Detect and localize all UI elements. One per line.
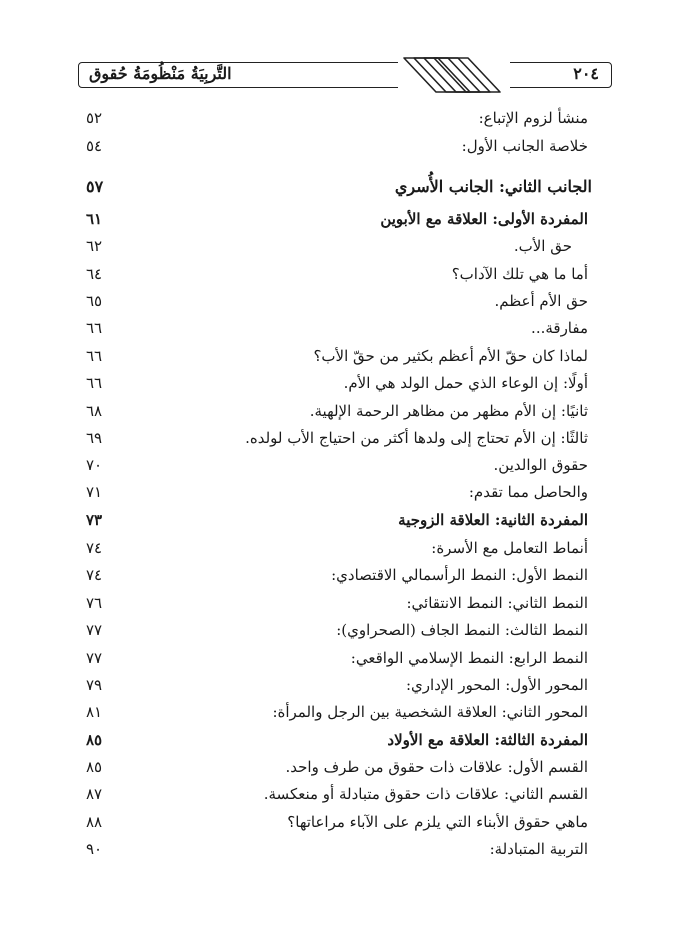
toc-entry-title: ماهي حقوق الأبناء التي يلزم على الآباء مراعاتها؟ [287,813,588,831]
toc-entry [0,369,700,397]
toc-entry [0,726,700,754]
toc-entry-page: ٨٧ [86,785,103,803]
toc-entry [0,173,700,201]
toc-entry [0,835,700,863]
toc-entry-title: التربية المتبادلة: [489,840,588,858]
toc-entry-page: ٧٠ [86,456,103,474]
toc-entry [0,314,700,342]
toc-entry-page: ٦٦ [86,374,103,392]
toc-entry-page: ٦٩ [86,429,103,447]
toc-entry [0,561,700,589]
page-number: ٢٠٤ [573,64,599,83]
toc-entry [0,780,700,808]
toc-entry [0,397,700,425]
toc-entry-title: أولًا: إن الوعاء الذي حمل الولد هي الأم. [343,374,588,392]
toc-entry [0,451,700,479]
toc-entry-page: ٨٥ [86,758,103,776]
toc-entry [0,260,700,288]
toc-entry [0,342,700,370]
toc-entry [0,589,700,617]
toc-entry-page: ٦٤ [86,265,103,283]
toc-entry-title: الجانب الثاني: الجانب الأُسري [394,177,592,196]
toc-entry-page: ٦٢ [86,237,103,255]
toc-entry-page: ٧٤ [86,539,103,557]
toc-entry-title: المحور الثاني: العلاقة الشخصية بين الرجل والمرأة: [272,703,588,721]
toc-entry-page: ٧٣ [86,511,103,529]
toc-entry-page: ٧٤ [86,566,103,584]
toc-entry [0,424,700,452]
toc-entry [0,644,700,672]
toc-entry-title: ثالثًا: إن الأم تحتاج إلى ولدها أكثر من احتياج الأب لولده. [245,429,588,447]
toc-entry-title: منشأ لزوم الإتباع: [478,109,588,127]
toc-entry-page: ٥٢ [86,109,103,127]
toc-entry-page: ٨١ [86,703,103,721]
toc-entry-title: ثانيًا: إن الأم مظهر من مظاهر الرحمة الإلهية. [309,402,588,420]
toc-entry [0,753,700,781]
toc-entry [0,232,700,260]
toc-entry-title: النمط الثالث: النمط الجاف (الصحراوي): [336,621,588,639]
toc-entry-title: النمط الثاني: النمط الانتقائي: [406,594,588,612]
toc-entry-page: ٦١ [86,210,103,228]
toc-entry-title: حق الأب. [513,237,572,255]
toc-entry-title: المحور الأول: المحور الإداري: [406,676,588,694]
book-title: التَّربِيَةُ مَنْظُومَةُ حُقوق [89,64,232,83]
toc-entry-title: والحاصل مما تقدم: [468,483,588,501]
toc-entry-title: أما ما هي تلك الآداب؟ [451,265,588,283]
toc-entry-title: النمط الرابع: النمط الإسلامي الواقعي: [350,649,588,667]
toc-entry-page: ٦٦ [86,347,103,365]
toc-entry-title: النمط الأول: النمط الرأسمالي الاقتصادي: [331,566,588,584]
toc-entry-page: ٥٧ [86,177,104,196]
toc-entry-page: ٧١ [86,483,103,501]
toc-entry-page: ٦٥ [86,292,103,310]
toc-entry-title: المفردة الثانية: العلاقة الزوجية [398,511,588,529]
toc-entry-page: ٦٦ [86,319,103,337]
toc-entry-page: ٧٧ [86,649,103,667]
toc-entry-title: أنماط التعامل مع الأسرة: [431,539,588,557]
toc-entry [0,671,700,699]
toc-entry-title: خلاصة الجانب الأول: [461,137,588,155]
toc-entry-title: حقوق الوالدين. [493,456,588,474]
toc-entry [0,104,700,132]
toc-entry [0,287,700,315]
toc-entry-title: المفردة الثالثة: العلاقة مع الأولاد [387,731,588,749]
toc-entry-title: القسم الأول: علاقات ذات حقوق من طرف واحد. [285,758,588,776]
toc-entry-title: القسم الثاني: علاقات ذات حقوق متبادلة أو منعكسة. [263,785,588,803]
toc-entry-page: ٧٦ [86,594,103,612]
toc-entry [0,534,700,562]
toc-entry [0,478,700,506]
toc-entry-page: ٥٤ [86,137,103,155]
toc-entry-page: ٨٥ [86,731,103,749]
toc-entry-title: مفارقة... [531,319,588,337]
toc-entry-page: ٨٨ [86,813,103,831]
toc-entry-title: حق الأم أعظم. [494,292,588,310]
toc-entry [0,205,700,233]
toc-entry-title: المفردة الأولى: العلاقة مع الأبوين [380,210,588,228]
toc-entry [0,698,700,726]
toc-entry-page: ٦٨ [86,402,103,420]
toc-entry-page: ٧٧ [86,621,103,639]
toc-entry [0,132,700,160]
toc-entry-page: ٧٩ [86,676,103,694]
toc-entry [0,616,700,644]
toc-entry [0,506,700,534]
toc-entry-title: لماذا كان حقّ الأم أعظم بكثير من حقّ الأب؟ [313,347,588,365]
toc-entry-page: ٩٠ [86,840,103,858]
toc-entry [0,808,700,836]
